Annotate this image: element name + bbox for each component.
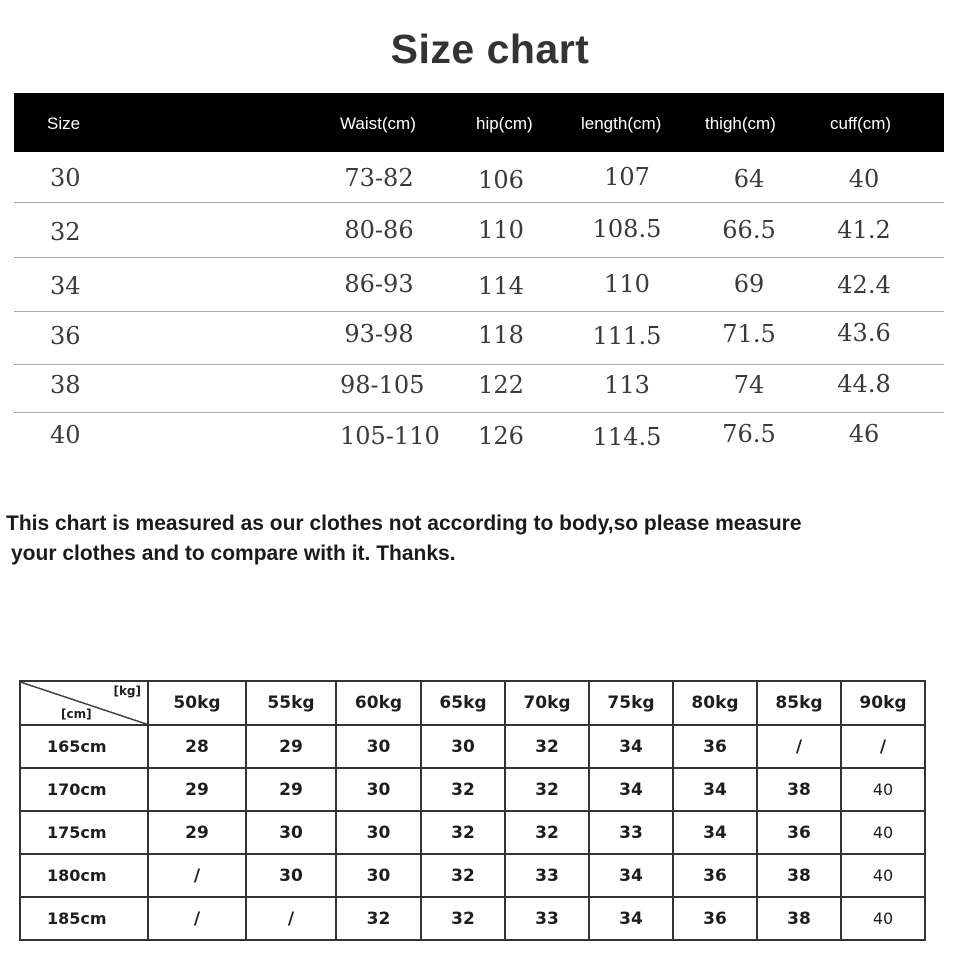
thigh-cell: 76.5 bbox=[722, 420, 776, 448]
length-cell: 108.5 bbox=[592, 215, 662, 243]
grid-cell: 29 bbox=[148, 811, 246, 854]
thigh-cell: 71.5 bbox=[722, 320, 776, 348]
thigh-cell: 69 bbox=[733, 270, 765, 298]
weight-header: 85kg bbox=[757, 681, 841, 725]
grid-row bbox=[20, 811, 925, 854]
waist-cell: 73-82 bbox=[344, 164, 414, 192]
grid-cell: 34 bbox=[673, 811, 757, 854]
grid-header-row bbox=[20, 681, 925, 725]
height-label: 175cm bbox=[20, 811, 148, 854]
grid-cell: 30 bbox=[421, 725, 505, 768]
grid-cell: 40 bbox=[841, 854, 925, 897]
grid-cell: 36 bbox=[673, 725, 757, 768]
grid-cell: 40 bbox=[841, 897, 925, 940]
size-cell: 38 bbox=[50, 371, 81, 399]
weight-header: 55kg bbox=[246, 681, 336, 725]
grid-row bbox=[20, 897, 925, 940]
size-cell: 36 bbox=[50, 322, 81, 350]
grid-cell: 29 bbox=[246, 725, 336, 768]
thigh-cell: 66.5 bbox=[722, 216, 776, 244]
measurement-note bbox=[6, 509, 960, 569]
waist-cell: 80-86 bbox=[344, 216, 414, 244]
size-row bbox=[14, 152, 944, 203]
hip-cell: 122 bbox=[478, 371, 524, 399]
size-cell: 30 bbox=[50, 164, 81, 192]
size-row bbox=[14, 203, 944, 258]
cuff-cell: 42.4 bbox=[837, 271, 891, 299]
grid-cell: 30 bbox=[336, 854, 421, 897]
grid-cell: 33 bbox=[505, 897, 589, 940]
waist-cell: 86-93 bbox=[344, 270, 414, 298]
height-label: 185cm bbox=[20, 897, 148, 940]
cuff-cell: 44.8 bbox=[837, 370, 891, 398]
height-label: 165cm bbox=[20, 725, 148, 768]
grid-cell: 34 bbox=[589, 768, 673, 811]
size-row bbox=[14, 312, 944, 365]
waist-cell: 93-98 bbox=[344, 320, 414, 348]
length-cell: 114.5 bbox=[592, 423, 662, 451]
cuff-cell: 41.2 bbox=[837, 216, 891, 244]
cuff-cell: 43.6 bbox=[837, 319, 891, 347]
note-line-2: your clothes and to compare with it. Thanks. bbox=[11, 542, 456, 565]
grid-cell: 34 bbox=[589, 725, 673, 768]
grid-cell: 40 bbox=[841, 811, 925, 854]
size-row bbox=[14, 258, 944, 312]
grid-cell: / bbox=[148, 854, 246, 897]
grid-corner-cell bbox=[20, 681, 148, 725]
size-cell: 34 bbox=[50, 272, 81, 300]
weight-header: 80kg bbox=[673, 681, 757, 725]
grid-cell: / bbox=[841, 725, 925, 768]
hip-cell: 118 bbox=[478, 321, 524, 349]
height-label: 180cm bbox=[20, 854, 148, 897]
grid-cell: 32 bbox=[505, 725, 589, 768]
grid-cell: 36 bbox=[673, 897, 757, 940]
weight-header: 90kg bbox=[841, 681, 925, 725]
size-cell: 40 bbox=[50, 421, 81, 449]
header-thigh: thigh(cm) bbox=[705, 114, 776, 133]
header-size: Size bbox=[47, 114, 81, 133]
grid-cell: 38 bbox=[757, 854, 841, 897]
length-cell: 110 bbox=[604, 270, 650, 298]
cuff-cell: 46 bbox=[848, 420, 880, 448]
size-row bbox=[14, 413, 944, 459]
grid-cell: 32 bbox=[336, 897, 421, 940]
corner-cm-label: [cm] bbox=[61, 707, 92, 721]
grid-cell: / bbox=[246, 897, 336, 940]
height-weight-size-grid bbox=[19, 680, 926, 941]
size-table-header bbox=[14, 93, 944, 152]
thigh-cell: 74 bbox=[733, 371, 765, 399]
grid-cell: 30 bbox=[336, 768, 421, 811]
size-row bbox=[14, 365, 944, 413]
header-length: length(cm) bbox=[581, 114, 662, 133]
grid-cell: 32 bbox=[421, 854, 505, 897]
grid-cell: 38 bbox=[757, 897, 841, 940]
page-title: Size chart bbox=[390, 26, 590, 72]
corner-kg-label: [kg] bbox=[113, 684, 141, 698]
hip-cell: 106 bbox=[478, 166, 524, 194]
grid-cell: 36 bbox=[673, 854, 757, 897]
grid-cell: 30 bbox=[336, 725, 421, 768]
grid-cell: 29 bbox=[148, 768, 246, 811]
grid-cell: / bbox=[757, 725, 841, 768]
grid-cell: 34 bbox=[589, 897, 673, 940]
waist-cell: 105-110 bbox=[340, 422, 440, 450]
grid-cell: 33 bbox=[505, 854, 589, 897]
grid-cell: 30 bbox=[246, 854, 336, 897]
weight-header: 65kg bbox=[421, 681, 505, 725]
weight-header: 50kg bbox=[148, 681, 246, 725]
length-cell: 107 bbox=[604, 163, 650, 191]
header-hip: hip(cm) bbox=[476, 114, 533, 133]
size-table bbox=[14, 93, 944, 459]
grid-row bbox=[20, 854, 925, 897]
height-label: 170cm bbox=[20, 768, 148, 811]
thigh-cell: 64 bbox=[733, 165, 765, 193]
weight-header: 60kg bbox=[336, 681, 421, 725]
hip-cell: 110 bbox=[478, 216, 524, 244]
note-line-1: This chart is measured as our clothes not according to body,so please measure bbox=[6, 512, 802, 535]
grid-cell: 30 bbox=[246, 811, 336, 854]
cuff-cell: 40 bbox=[848, 165, 880, 193]
grid-cell: 32 bbox=[421, 811, 505, 854]
grid-cell: 29 bbox=[246, 768, 336, 811]
waist-cell: 98-105 bbox=[340, 371, 425, 399]
weight-header: 75kg bbox=[589, 681, 673, 725]
grid-cell: 34 bbox=[673, 768, 757, 811]
grid-cell: 32 bbox=[421, 897, 505, 940]
weight-header: 70kg bbox=[505, 681, 589, 725]
grid-cell: / bbox=[148, 897, 246, 940]
size-cell: 32 bbox=[50, 218, 81, 246]
grid-cell: 30 bbox=[336, 811, 421, 854]
header-waist: Waist(cm) bbox=[340, 114, 416, 133]
grid-cell: 32 bbox=[421, 768, 505, 811]
grid-cell: 38 bbox=[757, 768, 841, 811]
grid-row bbox=[20, 725, 925, 768]
grid-cell: 32 bbox=[505, 768, 589, 811]
length-cell: 111.5 bbox=[592, 322, 662, 350]
grid-row bbox=[20, 768, 925, 811]
grid-cell: 34 bbox=[589, 854, 673, 897]
grid-cell: 28 bbox=[148, 725, 246, 768]
grid-cell: 33 bbox=[589, 811, 673, 854]
grid-cell: 40 bbox=[841, 768, 925, 811]
length-cell: 113 bbox=[604, 371, 650, 399]
hip-cell: 126 bbox=[478, 422, 524, 450]
header-cuff: cuff(cm) bbox=[830, 114, 892, 133]
hip-cell: 114 bbox=[478, 272, 524, 300]
grid-cell: 32 bbox=[505, 811, 589, 854]
grid-cell: 36 bbox=[757, 811, 841, 854]
